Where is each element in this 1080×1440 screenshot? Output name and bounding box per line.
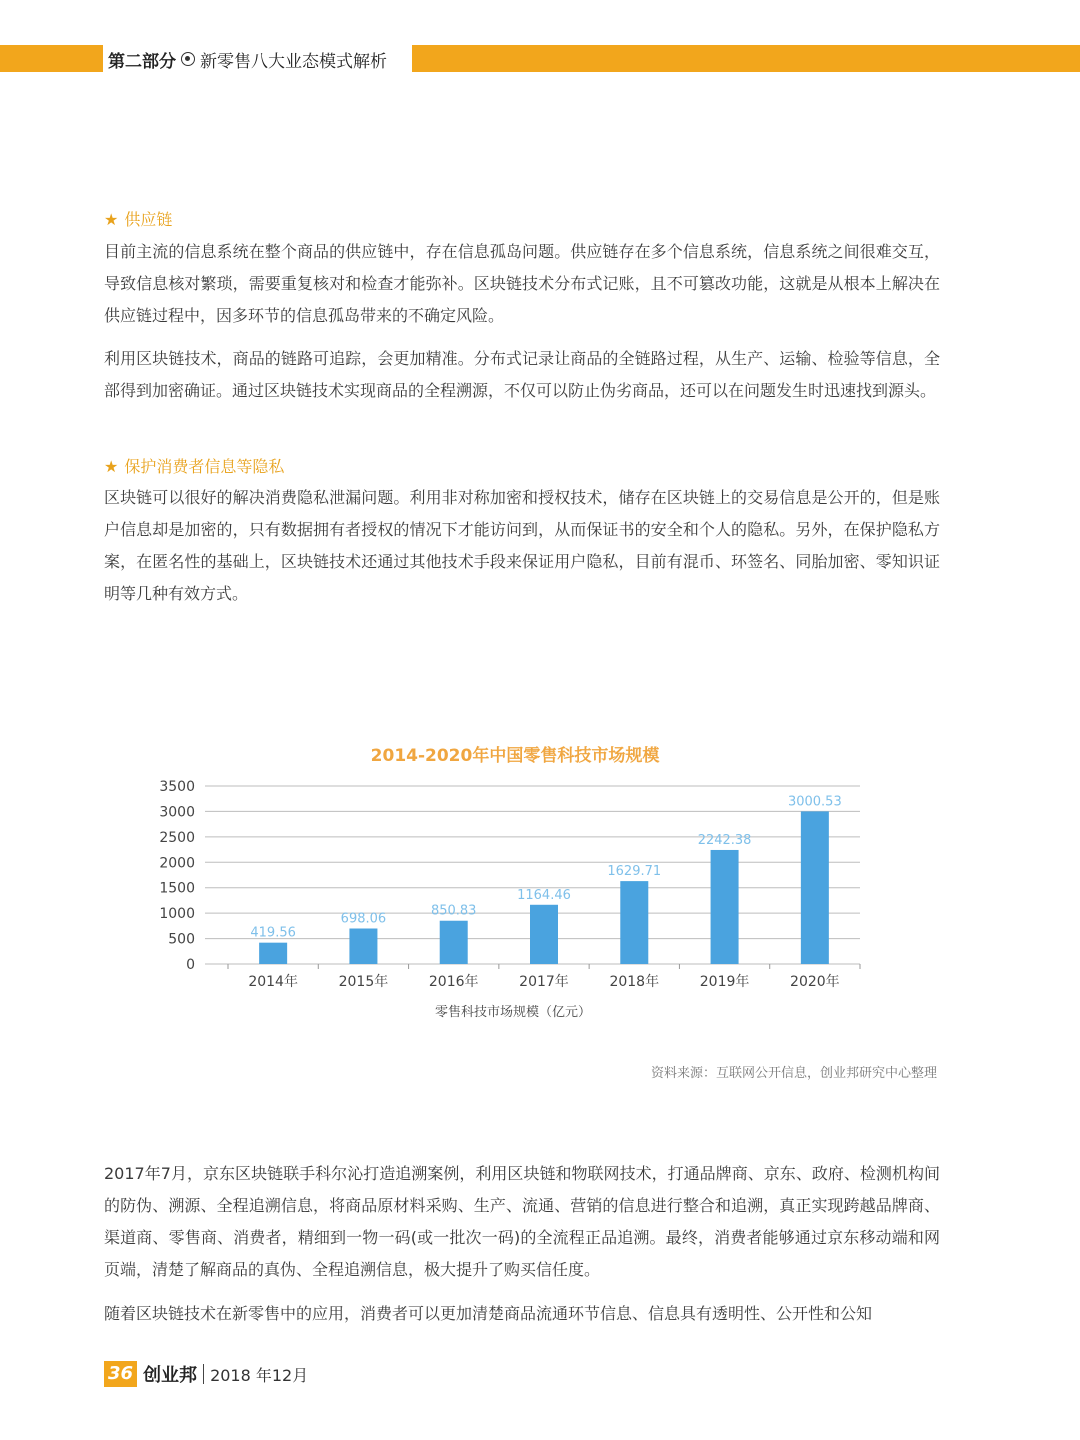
data-label: 698.06 bbox=[340, 911, 387, 927]
bar-chart bbox=[0, 770, 1080, 1030]
x-tick-label: 2017年 bbox=[519, 974, 569, 990]
bullet-dot-icon bbox=[181, 52, 195, 66]
x-axis-title: 零售科技市场规模（亿元） bbox=[434, 1005, 592, 1020]
bar bbox=[259, 943, 287, 964]
data-label: 850.83 bbox=[430, 903, 477, 919]
y-tick-label: 500 bbox=[168, 931, 195, 948]
page-number: 36 bbox=[104, 1361, 137, 1387]
x-tick-label: 2019年 bbox=[699, 974, 750, 990]
bar bbox=[801, 811, 829, 964]
section-heading-privacy bbox=[104, 454, 284, 477]
footer-divider bbox=[203, 1364, 204, 1384]
bar bbox=[711, 850, 739, 964]
data-label: 1629.71 bbox=[607, 864, 662, 880]
paragraph: 随着区块链技术在新零售中的应用，消费者可以更加清楚商品流通环节信息、信息具有透明性、公开性和公知 bbox=[104, 1304, 873, 1323]
section-heading-text: 保护消费者信息等隐私 bbox=[124, 457, 285, 476]
data-label: 419.56 bbox=[250, 925, 296, 941]
x-tick-label: 2018年 bbox=[609, 974, 660, 990]
paragraph: 2017年7月，京东区块链联手科尔沁打造追溯案例，利用区块链和物联网技术，打通品牌商、京东、政府、检测机构间的防伪、溯源、全程追溯信息，将商品原材料采购、生产、流通、营销的信息进行整合和追溯，真正实现跨越品牌商、渠道商、零售商、消费者，精细到一物一码(或一批次一码)的全流程正品追溯。最终，消费者能够通过京东移动端和网页端，清楚了解商品的真伪、全程追溯信息，极大提升了购买信任度。 bbox=[104, 1164, 940, 1279]
data-label: 2242.38 bbox=[697, 832, 752, 848]
star-icon: ★ bbox=[104, 457, 119, 476]
chart-title: 2014-2020年中国零售科技市场规模 bbox=[370, 746, 660, 766]
bar bbox=[440, 921, 468, 964]
y-tick-label: 1000 bbox=[159, 906, 195, 923]
data-label: 1164.46 bbox=[517, 887, 571, 903]
header-title bbox=[108, 46, 387, 72]
section-heading-text: 供应链 bbox=[124, 210, 173, 229]
x-tick-label: 2020年 bbox=[790, 974, 840, 990]
x-tick-label: 2015年 bbox=[338, 974, 389, 990]
source-note: 资料来源：互联网公开信息，创业邦研究中心整理 bbox=[650, 1066, 937, 1081]
paragraph: 区块链可以很好的解决消费隐私泄漏问题。利用非对称加密和授权技术，储存在区块链上的交易信息是公开的，但是账户信息却是加密的，只有数据拥有者授权的情况下才能访问到，从而保证书的安全和个人的隐私。另外，在保护隐私方案，在匿名性的基础上，区块链技术还通过其他技术手段来保证用户隐私，目前有混币、环签名、同胎加密、零知识证明等几种有效方式。 bbox=[104, 488, 940, 603]
header-band-right bbox=[412, 45, 1080, 72]
bar bbox=[620, 881, 648, 964]
x-tick-label: 2016年 bbox=[428, 974, 479, 990]
paragraph: 目前主流的信息系统在整个商品的供应链中，存在信息孤岛问题。供应链存在多个信息系统，信息系统之间很难交互，导致信息核对繁琐，需要重复核对和检查才能弥补。区块链技术分布式记账，且不可篡改功能，这就是从根本上解决在供应链过程中，因多环节的信息孤岛带来的不确定风险。 bbox=[104, 242, 940, 325]
header-band-left bbox=[0, 45, 103, 72]
y-tick-label: 2000 bbox=[159, 855, 195, 872]
y-tick-label: 0 bbox=[186, 957, 195, 973]
issue-date: 2018 年12月 bbox=[210, 1365, 309, 1385]
brand-logo: 创业邦 bbox=[143, 1365, 198, 1386]
bar bbox=[530, 905, 558, 964]
y-tick-label: 1500 bbox=[159, 880, 195, 897]
y-tick-label: 3500 bbox=[159, 779, 195, 795]
x-tick-label: 2014年 bbox=[248, 974, 298, 990]
section-heading-supply-chain bbox=[104, 207, 172, 230]
header-part: 第二部分 bbox=[108, 51, 176, 72]
y-tick-label: 3000 bbox=[159, 804, 195, 821]
bar bbox=[349, 928, 377, 964]
footer bbox=[104, 1360, 308, 1388]
data-label: 3000.53 bbox=[787, 794, 842, 810]
paragraph: 利用区块链技术，商品的链路可追踪，会更加精准。分布式记录让商品的全链路过程，从生产、运输、检验等信息，全部得到加密确证。通过区块链技术实现商品的全程溯源，不仅可以防止伪劣商品，还可以在问题发生时迅速找到源头。 bbox=[104, 349, 940, 400]
header-chapter-title: 新零售八大业态模式解析 bbox=[200, 51, 387, 72]
star-icon: ★ bbox=[104, 210, 119, 229]
y-tick-label: 2500 bbox=[159, 829, 195, 846]
